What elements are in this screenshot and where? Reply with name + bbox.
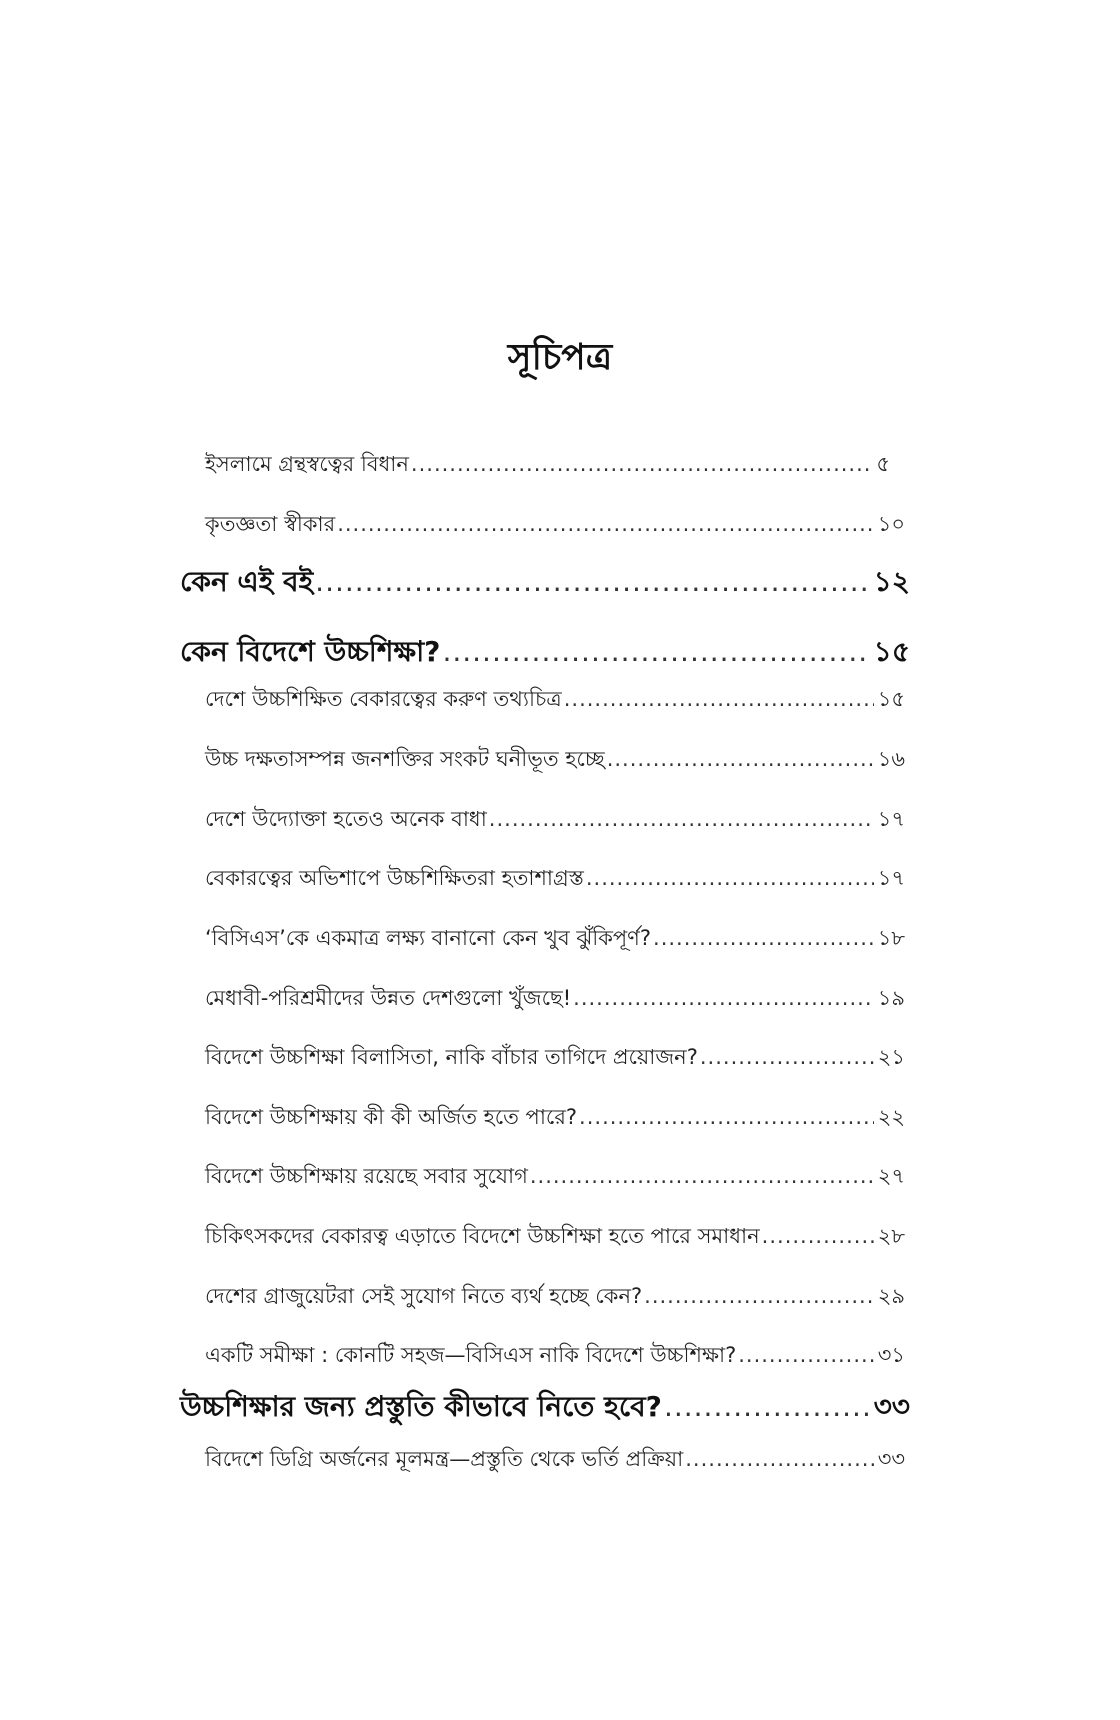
toc-entry-page: ৩৩ bbox=[877, 1447, 905, 1471]
toc-entry-page: ১৯ bbox=[877, 986, 905, 1010]
toc-entry-label: দেশের গ্রাজুয়েটরা সেই সুযোগ নিতে ব্যর্থ হচ্ছে কেন? bbox=[205, 1284, 643, 1308]
dot-leader bbox=[738, 1343, 874, 1367]
toc-entry-label: উচ্চ দক্ষতাসম্পন্ন জনশক্তির সংকট ঘনীভূত হচ্ছে bbox=[205, 747, 605, 771]
toc-entry-page: ১৭ bbox=[877, 866, 905, 890]
toc-entry[interactable] bbox=[205, 862, 905, 897]
toc-entry-label: চিকিৎসকদের বেকারত্ব এড়াতে বিদেশে উচ্চশিক্ষা হতে পারে সমাধান bbox=[205, 1224, 760, 1248]
dot-leader bbox=[315, 565, 869, 598]
toc-entry[interactable] bbox=[205, 448, 890, 483]
toc-entry-label: একটি সমীক্ষা : কোনটি সহজ—বিসিএস নাকি বিদেশে উচ্চশিক্ষা? bbox=[205, 1343, 737, 1367]
dot-leader bbox=[586, 866, 874, 890]
dot-leader bbox=[644, 1284, 874, 1308]
toc-entry-label: বিদেশে উচ্চশিক্ষায় রয়েছে সবার সুযোগ bbox=[205, 1164, 528, 1188]
dot-leader bbox=[337, 512, 874, 536]
toc-entry-page: ১৫ bbox=[877, 687, 905, 711]
toc-entry-label: উচ্চশিক্ষার জন্য প্রস্তুতি কীভাবে নিতে হবে? bbox=[180, 1390, 662, 1423]
toc-entry-page: ২৭ bbox=[877, 1164, 905, 1188]
toc-entry[interactable] bbox=[205, 1220, 905, 1255]
dot-leader bbox=[685, 1447, 873, 1471]
dot-leader bbox=[607, 747, 874, 771]
toc-entry[interactable] bbox=[205, 1443, 905, 1478]
toc-entry-label: বিদেশে উচ্চশিক্ষা বিলাসিতা, নাকি বাঁচার তাগিদে প্রয়োজন? bbox=[205, 1045, 698, 1069]
toc-entry-page: ৩৩ bbox=[873, 1390, 910, 1423]
dot-leader bbox=[762, 1224, 874, 1248]
toc-entry-page: ১৫ bbox=[873, 635, 910, 668]
toc-entry[interactable] bbox=[205, 743, 905, 778]
toc-entry-label: ‘বিসিএস’কে একমাত্র লক্ষ্য বানানো কেন খুব ঝুঁকিপূর্ণ? bbox=[205, 926, 652, 950]
toc-entry[interactable] bbox=[205, 1101, 905, 1136]
toc-entry-page: ২১ bbox=[877, 1045, 905, 1069]
toc-entry[interactable] bbox=[205, 1339, 905, 1374]
dot-leader bbox=[579, 1105, 874, 1129]
toc-section-entry[interactable] bbox=[180, 560, 910, 607]
toc-entry-label: দেশে উচ্চশিক্ষিত বেকারত্বের করুণ তথ্যচিত্র bbox=[205, 687, 562, 711]
toc-entry-page: ২৯ bbox=[877, 1284, 905, 1308]
dot-leader bbox=[573, 986, 874, 1010]
toc-entry-label: বিদেশে উচ্চশিক্ষায় কী কী অর্জিত হতে পারে? bbox=[205, 1105, 578, 1129]
toc-entry-label: ইসলামে গ্রন্থস্বত্বের বিধান bbox=[205, 452, 409, 476]
toc-entry-page: ৩১ bbox=[877, 1343, 905, 1367]
toc-entry[interactable] bbox=[205, 508, 905, 543]
toc-entry-label: দেশে উদ্যোক্তা হতেও অনেক বাধা bbox=[205, 807, 487, 831]
dot-leader bbox=[664, 1390, 870, 1423]
toc-entry[interactable] bbox=[205, 1160, 905, 1195]
toc-entry[interactable] bbox=[205, 683, 905, 718]
page-title: সূচিপত্র bbox=[507, 336, 613, 378]
toc-entry[interactable] bbox=[205, 982, 905, 1017]
toc-entry[interactable] bbox=[205, 1280, 905, 1315]
toc-entry-page: ১৬ bbox=[877, 747, 905, 771]
toc-entry-label: কৃতজ্ঞতা স্বীকার bbox=[205, 512, 336, 536]
toc-entry-page: ১০ bbox=[877, 512, 905, 536]
toc-entry-page: ২৮ bbox=[877, 1224, 905, 1248]
toc-entry-page: ১৭ bbox=[877, 807, 905, 831]
dot-leader bbox=[411, 452, 872, 476]
dot-leader bbox=[700, 1045, 874, 1069]
toc-entry-page: ১৮ bbox=[877, 926, 905, 950]
toc-entry[interactable] bbox=[205, 803, 905, 838]
dot-leader bbox=[442, 635, 869, 668]
dot-leader bbox=[564, 687, 874, 711]
toc-entry-page: ১২ bbox=[873, 565, 910, 598]
dot-leader bbox=[530, 1164, 874, 1188]
dot-leader bbox=[489, 807, 874, 831]
toc-entry-label: কেন বিদেশে উচ্চশিক্ষা? bbox=[180, 635, 441, 668]
toc-section-entry[interactable] bbox=[180, 1385, 910, 1432]
toc-entry[interactable] bbox=[205, 1041, 905, 1076]
toc-entry[interactable] bbox=[205, 922, 905, 957]
toc-section-entry[interactable] bbox=[180, 630, 910, 677]
toc-entry-label: মেধাবী-পরিশ্রমীদের উন্নত দেশগুলো খুঁজছে! bbox=[205, 986, 572, 1010]
toc-entry-label: বিদেশে ডিগ্রি অর্জনের মূলমন্ত্র—প্রস্তুতি থেকে ভর্তি প্রক্রিয়া bbox=[205, 1447, 684, 1471]
toc-entry-page: ২২ bbox=[877, 1105, 905, 1129]
toc-entry-label: কেন এই বই bbox=[180, 565, 314, 598]
dot-leader bbox=[653, 926, 874, 950]
toc-entry-label: বেকারত্বের অভিশাপে উচ্চশিক্ষিতরা হতাশাগ্রস্ত bbox=[205, 866, 584, 890]
toc-entry-page: ৫ bbox=[876, 452, 890, 476]
